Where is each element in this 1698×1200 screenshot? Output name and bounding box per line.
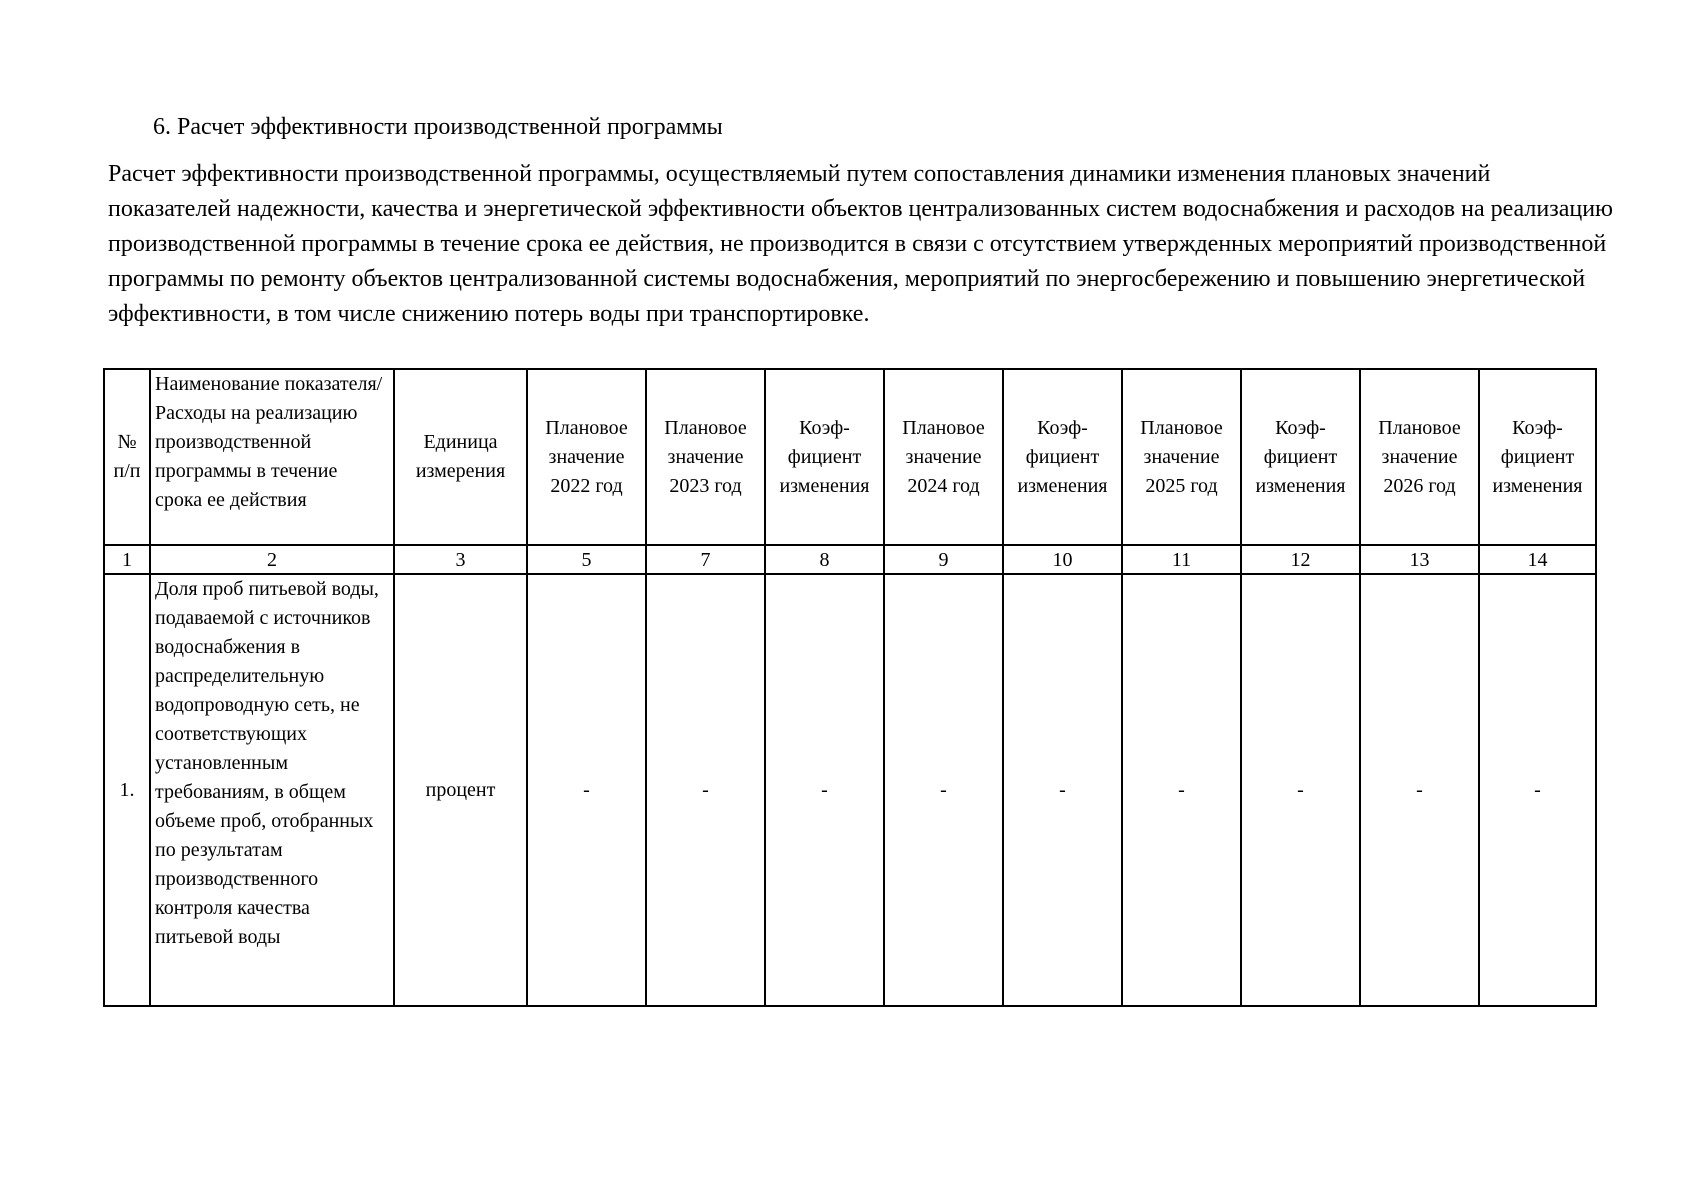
column-number-cell: 1 (104, 545, 150, 574)
table-row (104, 574, 1596, 1006)
header-cell-unit: Единица измерения (394, 369, 527, 545)
column-number-cell: 9 (884, 545, 1003, 574)
row-number-cell: 1. (104, 574, 150, 1006)
section-title: 6. Расчет эффективности производственной программы (153, 114, 723, 140)
header-cell-coef-2026: Коэф-фициент изменения (1479, 369, 1596, 545)
header-cell-number: № п/п (104, 369, 150, 545)
row-value-cell: - (1479, 574, 1596, 1006)
header-cell-plan-2026: Плановое значение 2026 год (1360, 369, 1479, 545)
row-name-cell: Доля проб питьевой воды, подаваемой с источников водоснабжения в распределительную водопроводную сеть, не соответствующих установленным требованиям, в общем объеме проб, отобранных по результатам производственного контроля качества питьевой воды (150, 574, 394, 1006)
column-number-cell: 10 (1003, 545, 1122, 574)
intro-paragraph: Расчет эффективности производственной программы, осуществляемый путем сопоставления динамики изменения плановых значений показателей надежности, качества и энергетической эффективности объектов централизованных систем водоснабжения и расходов на реализацию производственной программы в течение срока ее действия, не производится в связи с отсутствием утвержденных мероприятий производственной программы по ремонту объектов централизованной системы водоснабжения, мероприятий по энергосбережению и повышению энергетической эффективности, в том числе снижению потерь воды при транспортировке. (108, 161, 1613, 327)
header-cell-name: Наименование показателя/Расходы на реализацию производственной программы в течение срока ее действия (150, 369, 394, 545)
header-cell-plan-2022: Плановое значение 2022 год (527, 369, 646, 545)
row-value-cell: - (765, 574, 884, 1006)
header-cell-coef-2024: Коэф-фициент изменения (1003, 369, 1122, 545)
header-cell-plan-2024: Плановое значение 2024 год (884, 369, 1003, 545)
column-number-row (104, 545, 1596, 574)
header-cell-plan-2025: Плановое значение 2025 год (1122, 369, 1241, 545)
row-value-cell: - (1003, 574, 1122, 1006)
column-number-cell: 13 (1360, 545, 1479, 574)
column-number-cell: 3 (394, 545, 527, 574)
row-value-cell: - (1241, 574, 1360, 1006)
header-cell-coef-2025: Коэф-фициент изменения (1241, 369, 1360, 545)
column-number-cell: 8 (765, 545, 884, 574)
column-number-cell: 5 (527, 545, 646, 574)
column-number-cell: 7 (646, 545, 765, 574)
table-header-row (104, 369, 1596, 545)
column-number-cell: 14 (1479, 545, 1596, 574)
row-value-cell: - (646, 574, 765, 1006)
row-unit-cell: процент (394, 574, 527, 1006)
header-cell-coef-2023: Коэф-фициент изменения (765, 369, 884, 545)
column-number-cell: 12 (1241, 545, 1360, 574)
indicators-table (103, 368, 1597, 1007)
row-value-cell: - (1122, 574, 1241, 1006)
column-number-cell: 11 (1122, 545, 1241, 574)
row-value-cell: - (1360, 574, 1479, 1006)
row-value-cell: - (527, 574, 646, 1006)
header-cell-plan-2023: Плановое значение 2023 год (646, 369, 765, 545)
row-value-cell: - (884, 574, 1003, 1006)
column-number-cell: 2 (150, 545, 394, 574)
